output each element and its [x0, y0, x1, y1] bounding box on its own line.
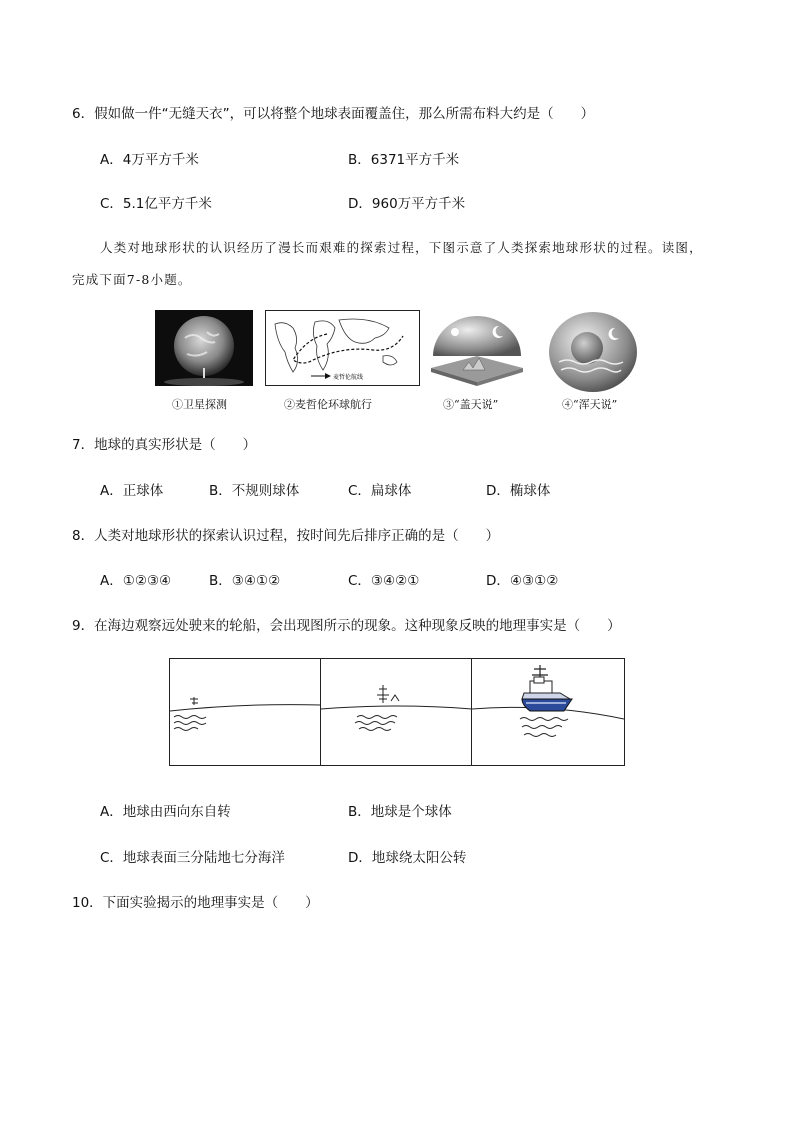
- q7-option-b: B．不规则球体: [209, 483, 300, 499]
- q7-option-d: D．椭球体: [486, 483, 551, 499]
- caption-satellite: ①卫星探测: [172, 398, 227, 411]
- q9-option-a: A．地球由西向东自转: [100, 804, 231, 820]
- caption-armillary: ④“浑天说”: [562, 398, 618, 411]
- map-legend-text: 麦哲伦航线: [333, 374, 364, 381]
- question-8-stem: 8．人类对地球形状的探索认识过程，按时间先后排序正确的是（ ）: [72, 528, 500, 544]
- q9-option-d: D．地球绕太阳公转: [348, 850, 467, 866]
- dome-theory-image: [427, 310, 527, 388]
- question-9-stem: 9．在海边观察远处驶来的轮船，会出现图所示的现象。这种现象反映的地理事实是（ ）: [72, 618, 621, 634]
- q6-option-d: D．960万平方千米: [348, 196, 466, 212]
- q8-option-b: B．③④①②: [209, 573, 281, 589]
- intro-line-1: 人类对地球形状的认识经历了漫长而艰难的探索过程，下图示意了人类探索地球形状的过程。读图，: [100, 240, 703, 255]
- q9-option-c: C．地球表面三分陆地七分海洋: [100, 850, 285, 866]
- question-10-stem: 10．下面实验揭示的地理事实是（ ）: [72, 895, 319, 911]
- ship-panel-near: [471, 658, 625, 766]
- magellan-route-map: [265, 310, 420, 386]
- q6-option-b: B．6371平方千米: [348, 152, 460, 168]
- q6-option-a: A．4万平方千米: [100, 152, 199, 168]
- earth-shape-figure: [155, 310, 645, 410]
- armillary-theory-image: [547, 310, 639, 392]
- q8-option-c: C．③④②①: [348, 573, 420, 589]
- intro-line-2: 完成下面7-8小题。: [72, 272, 192, 287]
- ship-panel-middle: [320, 658, 473, 766]
- q9-option-b: B．地球是个球体: [348, 804, 452, 820]
- q7-option-c: C．扁球体: [348, 483, 412, 499]
- q8-option-a: A．①②③④: [100, 573, 172, 589]
- q6-option-c: C．5.1亿平方千米: [100, 196, 212, 212]
- q7-option-a: A．正球体: [100, 483, 164, 499]
- question-6-stem: 6．假如做一件“无缝天衣”，可以将整个地球表面覆盖住，那么所需布料大约是（ ）: [72, 106, 595, 122]
- ship-approach-figure: [169, 658, 625, 766]
- ship-panel-far: [169, 658, 322, 766]
- question-7-stem: 7．地球的真实形状是（ ）: [72, 437, 257, 453]
- satellite-earth-image: [155, 310, 253, 386]
- q8-option-d: D．④③①②: [486, 573, 559, 589]
- caption-dome: ③“盖天说”: [443, 398, 499, 411]
- caption-magellan: ②麦哲伦环球航行: [284, 398, 372, 411]
